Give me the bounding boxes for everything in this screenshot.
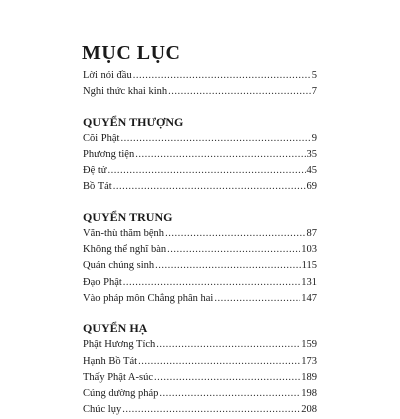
toc-page-number: 159	[301, 339, 317, 351]
toc-section-intro	[83, 68, 317, 101]
dot-leader	[214, 291, 300, 307]
dot-leader	[168, 84, 311, 100]
toc-section-quyen-ha	[83, 320, 317, 418]
dot-leader	[138, 354, 300, 370]
toc-row	[83, 226, 317, 242]
toc-page-number: 9	[311, 132, 317, 144]
toc-row	[83, 258, 317, 274]
toc-row	[83, 354, 317, 370]
toc-entry-title: Cõi Phật	[83, 132, 120, 144]
toc-entry-title: Phật Hương Tích	[83, 339, 156, 351]
section-heading: QUYỂN THƯỢNG	[83, 114, 184, 129]
toc-entry-title: Cúng dường pháp	[83, 388, 159, 400]
dot-leader	[159, 386, 300, 402]
toc-entry-title: Vào pháp môn Chẳng phân hai	[83, 292, 214, 304]
dot-leader	[135, 147, 305, 163]
toc-page-number: 189	[301, 371, 317, 383]
toc-entry-title: Chúc lụy	[83, 404, 122, 416]
toc-title: MỤC LỤC	[82, 42, 181, 64]
toc-page-number: 173	[301, 355, 317, 367]
dot-leader	[120, 131, 310, 147]
toc-row	[83, 84, 317, 100]
dot-leader	[154, 370, 300, 386]
toc-page-number: 5	[311, 70, 317, 81]
dot-leader	[155, 258, 300, 274]
toc-page-number: 87	[306, 227, 317, 239]
dot-leader	[156, 337, 300, 353]
toc-page-number: 131	[301, 276, 317, 288]
toc-row	[83, 402, 317, 418]
toc-entry-title: Đạo Phật	[83, 276, 122, 288]
toc-row	[83, 131, 317, 147]
toc-page-number: 45	[306, 165, 317, 177]
section-heading: QUYỂN HẠ	[83, 321, 148, 336]
toc-row	[83, 275, 317, 291]
dot-leader	[133, 68, 311, 84]
toc-page-number: 208	[301, 404, 317, 416]
toc-entry-title: Bồ Tát	[83, 181, 112, 193]
toc-page-number: 198	[301, 388, 317, 400]
toc-page-number: 103	[301, 244, 317, 256]
dot-leader	[165, 226, 305, 242]
toc-page-number: 35	[306, 148, 317, 160]
toc-entry-title: Lời nói đầu	[83, 70, 132, 81]
toc-row	[83, 179, 317, 195]
toc-row	[83, 337, 317, 353]
toc-entry-title: Thấy Phật A-súc	[83, 371, 153, 383]
toc-section-quyen-trung	[83, 209, 317, 307]
dot-leader	[107, 163, 305, 179]
toc-row	[83, 68, 317, 84]
toc-entry-title: Đệ tử	[83, 165, 107, 177]
table-of-contents	[83, 68, 317, 419]
dot-leader	[167, 242, 300, 258]
toc-entry-title: Văn-thù thăm bệnh	[83, 227, 165, 239]
section-heading: QUYỂN TRUNG	[83, 209, 173, 224]
dot-leader	[122, 402, 300, 418]
toc-entry-title: Không thể nghĩ bàn	[83, 244, 167, 256]
toc-page-number: 147	[301, 292, 317, 304]
toc-section-quyen-thuong	[83, 114, 317, 196]
toc-row	[83, 370, 317, 386]
toc-page-number: 7	[311, 86, 317, 98]
toc-entry-title: Hạnh Bồ Tát	[83, 355, 138, 367]
toc-entry-title: Phương tiện	[83, 148, 135, 160]
toc-row	[83, 386, 317, 402]
toc-row	[83, 242, 317, 258]
dot-leader	[123, 275, 300, 291]
toc-page-number: 69	[306, 181, 317, 193]
toc-row	[83, 291, 317, 307]
toc-entry-title: Quán chúng sinh	[83, 260, 155, 272]
toc-entry-title: Nghi thức khai kinh	[83, 86, 168, 98]
toc-row	[83, 163, 317, 179]
toc-row	[83, 147, 317, 163]
toc-page-number: 115	[301, 260, 317, 272]
dot-leader	[113, 179, 306, 195]
